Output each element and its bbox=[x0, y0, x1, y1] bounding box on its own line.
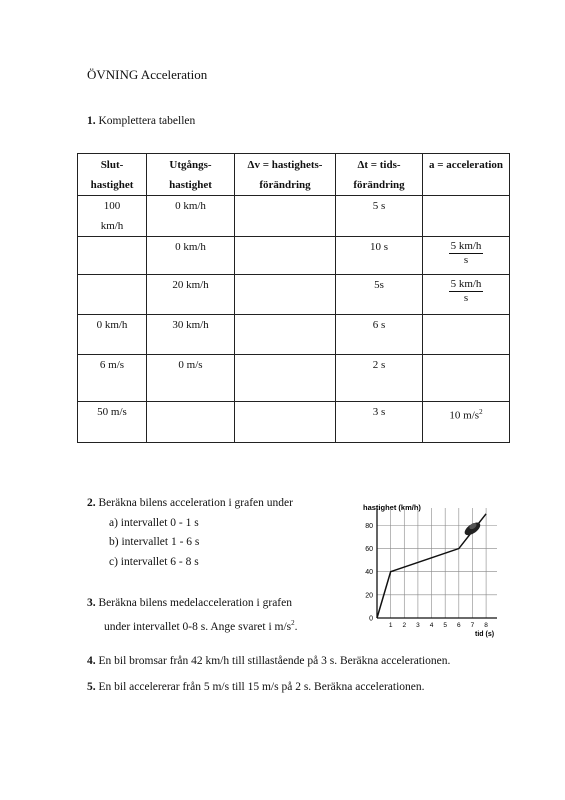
header-slut: Slut- hastighet bbox=[78, 154, 147, 196]
y-tick-label: 80 bbox=[365, 522, 373, 530]
question-4 bbox=[87, 652, 450, 672]
table-row bbox=[78, 315, 510, 355]
cell-a[interactable] bbox=[423, 196, 510, 237]
x-tick-label: 4 bbox=[429, 622, 434, 629]
question-2c: c) intervallet 6 - 8 s bbox=[109, 555, 199, 568]
question-1-number: 1. bbox=[87, 115, 96, 127]
question-1-text: Komplettera tabellen bbox=[98, 115, 196, 127]
cell-utg[interactable]: 30 km/h bbox=[147, 315, 235, 355]
table-header-row bbox=[78, 154, 510, 196]
graph-ylabel: hastighet (km/h) bbox=[363, 503, 421, 512]
question-1 bbox=[87, 115, 195, 127]
x-tick-label: 3 bbox=[416, 622, 420, 629]
question-5 bbox=[87, 678, 425, 698]
header-utgangs: Utgångs- hastighet bbox=[147, 154, 235, 196]
cell-dv[interactable] bbox=[235, 355, 336, 402]
cell-dt[interactable]: 3 s bbox=[336, 402, 423, 443]
cell-utg[interactable]: 20 km/h bbox=[147, 275, 235, 315]
cell-utg[interactable]: 0 km/h bbox=[147, 237, 235, 275]
cell-slut[interactable]: 100 km/h bbox=[78, 196, 147, 237]
cell-dv[interactable] bbox=[235, 237, 336, 275]
x-tick-label: 5 bbox=[443, 622, 447, 629]
acceleration-fraction: $\frac{5 km/h}{s}$ bbox=[450, 278, 482, 304]
question-3 bbox=[87, 594, 298, 637]
graph-x-ticks bbox=[389, 622, 488, 629]
y-tick-label: 40 bbox=[365, 569, 373, 577]
x-tick-label: 7 bbox=[470, 622, 475, 629]
question-2 bbox=[87, 494, 293, 572]
table-row bbox=[78, 237, 510, 275]
header-dt: Δt = tids- förändring bbox=[336, 154, 423, 196]
page-title: ÖVNING Acceleration bbox=[87, 67, 208, 82]
question-2-number: 2. bbox=[87, 497, 96, 509]
x-tick-label: 8 bbox=[484, 622, 488, 629]
y-tick-label: 20 bbox=[365, 592, 373, 600]
cell-utg[interactable]: 0 km/h bbox=[147, 196, 235, 237]
y-tick-label: 60 bbox=[365, 546, 373, 554]
y-tick-label: 0 bbox=[369, 615, 373, 623]
cell-a[interactable] bbox=[423, 275, 510, 315]
question-4-number: 4. bbox=[87, 655, 96, 667]
cell-slut[interactable]: 6 m/s bbox=[78, 355, 147, 402]
question-5-number: 5. bbox=[87, 681, 96, 693]
header-a: a = acceleration bbox=[423, 154, 510, 196]
cell-dt[interactable]: 5s bbox=[336, 275, 423, 315]
cell-slut[interactable] bbox=[78, 275, 147, 315]
cell-a[interactable]: 10 $m/s^2$ bbox=[423, 402, 510, 443]
cell-slut[interactable] bbox=[78, 237, 147, 275]
cell-a[interactable] bbox=[423, 315, 510, 355]
header-dv: Δv = hastighets- förändring bbox=[235, 154, 336, 196]
question-4-text: En bil bromsar från 42 km/h till stillastående på 3 s. Beräkna accelerationen. bbox=[98, 655, 451, 667]
x-tick-label: 2 bbox=[402, 622, 407, 629]
cell-a[interactable] bbox=[423, 237, 510, 275]
table-row bbox=[78, 196, 510, 237]
question-2a: a) intervallet 0 - 1 s bbox=[109, 516, 199, 529]
question-3-number: 3. bbox=[87, 597, 96, 609]
cell-dt[interactable]: 5 s bbox=[336, 196, 423, 237]
table-row bbox=[78, 275, 510, 315]
velocity-time-graph bbox=[355, 500, 510, 645]
x-tick-label: 6 bbox=[457, 622, 461, 629]
graph-y-ticks bbox=[365, 523, 373, 623]
cell-utg[interactable]: 0 m/s bbox=[147, 355, 235, 402]
cell-dv[interactable] bbox=[235, 402, 336, 443]
x-tick-label: 1 bbox=[388, 622, 393, 629]
question-2b: b) intervallet 1 - 6 s bbox=[109, 536, 200, 548]
cell-utg[interactable] bbox=[147, 402, 235, 443]
cell-dt[interactable]: 2 s bbox=[336, 355, 423, 402]
cell-a[interactable] bbox=[423, 355, 510, 402]
cell-slut[interactable]: 0 km/h bbox=[78, 315, 147, 355]
question-2-text: Beräkna bilens acceleration i grafen under bbox=[98, 497, 293, 509]
cell-dt[interactable]: 10 s bbox=[336, 237, 423, 275]
exercise-table bbox=[77, 153, 510, 443]
graph-xlabel: tid (s) bbox=[475, 631, 495, 638]
cell-dv[interactable] bbox=[235, 196, 336, 237]
cell-dv[interactable] bbox=[235, 275, 336, 315]
table-row bbox=[78, 402, 510, 443]
acceleration-fraction: $\frac{5 km/h}{s}$ bbox=[450, 240, 482, 266]
cell-dv[interactable] bbox=[235, 315, 336, 355]
table-row bbox=[78, 355, 510, 402]
question-3-line2: under intervallet 0-8 s. Ange svaret i $m/s^2$. bbox=[104, 618, 298, 633]
cell-dt[interactable]: 6 s bbox=[336, 315, 423, 355]
question-3-line1: Beräkna bilens medelacceleration i grafen bbox=[98, 597, 292, 609]
cell-slut[interactable]: 50 m/s bbox=[78, 402, 147, 443]
question-5-text: En bil accelererar från 5 m/s till 15 m/s på 2 s. Beräkna accelerationen. bbox=[98, 681, 425, 693]
